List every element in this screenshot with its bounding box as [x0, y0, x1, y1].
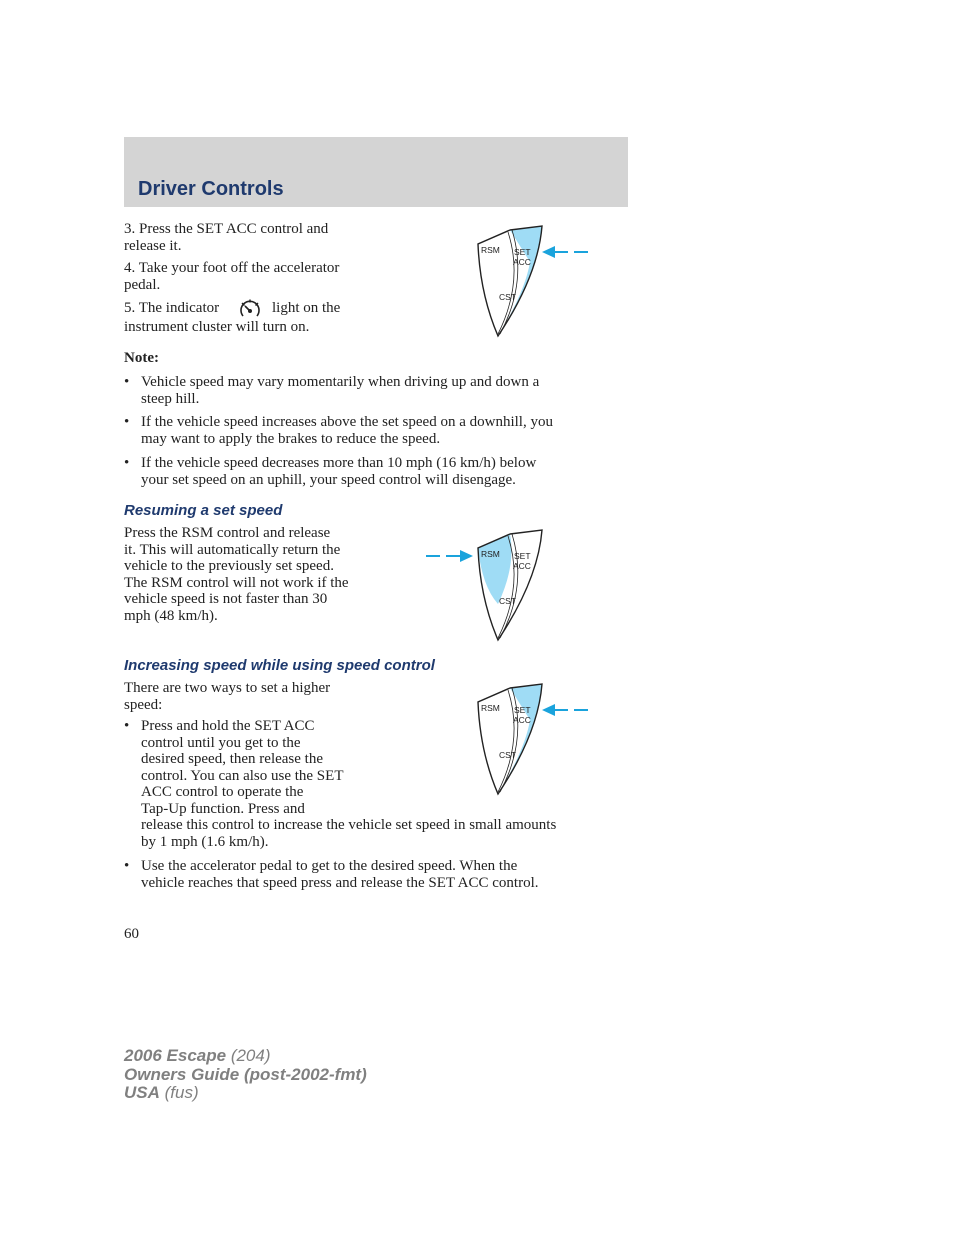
- increase-intro: [124, 680, 330, 713]
- bullet-icon: •: [124, 414, 130, 430]
- note-bullet-1-line-1: Vehicle speed may vary momentarily when driving up and down a: [141, 374, 540, 390]
- resume-line: vehicle to the previously set speed.: [124, 558, 334, 574]
- rsm-label: RSM: [481, 245, 500, 255]
- page-number: 60: [124, 926, 139, 942]
- step-4-line-1: 4. Take your foot off the accelerator: [124, 260, 340, 276]
- increase-bullet-2-line: vehicle reaches that speed press and release the SET ACC control.: [141, 874, 539, 891]
- increase-bullet-2: [124, 858, 629, 892]
- step-3-line-1: 3. Press the SET ACC control and: [124, 221, 329, 237]
- increase-intro-line: There are two ways to set a higher: [124, 680, 331, 696]
- resume-line: mph (48 km/h).: [124, 607, 218, 624]
- increase-bullet-1-line: control until you get to the: [141, 734, 301, 751]
- arrow-icon: [426, 550, 473, 562]
- acc-label: ACC: [513, 715, 531, 725]
- cst-label: CST: [499, 596, 516, 606]
- resume-line: vehicle speed is not faster than 30: [124, 591, 328, 607]
- arrow-icon: [542, 704, 588, 716]
- footer-guide: Owners Guide (post-2002-fmt): [124, 1064, 367, 1084]
- step-5-line-1b: light on the: [272, 300, 341, 316]
- note-bullet-3-line-1: If the vehicle speed decreases more than 10 mph (16 km/h) below: [141, 455, 537, 471]
- cst-label: CST: [499, 750, 516, 760]
- note-bullet-2-line-1: If the vehicle speed increases above the set speed on a downhill, you: [141, 414, 553, 430]
- resume-heading: Resuming a set speed: [124, 502, 283, 519]
- bullet-icon: •: [124, 455, 130, 471]
- bullet-icon: •: [124, 718, 130, 734]
- arrow-icon: [542, 246, 588, 258]
- increase-heading: Increasing speed while using speed control: [124, 657, 435, 674]
- increase-bullet-1-line: control. You can also use the SET: [141, 767, 344, 784]
- speed-control-diagram-rsm: [420, 526, 550, 642]
- footer-market: USA: [124, 1083, 160, 1102]
- note-label: Note:: [124, 350, 159, 366]
- set-label: SET: [514, 551, 531, 561]
- bullet-icon: •: [124, 374, 130, 390]
- note-bullet-2-line-2: may want to apply the brakes to reduce the speed.: [141, 430, 441, 447]
- footer-imprint: [124, 1047, 367, 1103]
- step-3-line-2: release it.: [124, 237, 182, 254]
- resume-line: Press the RSM control and release: [124, 525, 331, 541]
- resume-paragraph: [124, 525, 349, 624]
- rsm-label: RSM: [481, 703, 500, 713]
- note-bullet-3: [124, 455, 624, 489]
- step-5-line-2: instrument cluster will turn on.: [124, 319, 310, 335]
- bullet-icon: •: [124, 858, 130, 874]
- speed-control-diagram-set-acc: [470, 222, 600, 338]
- resume-line: The RSM control will not work if the: [124, 574, 349, 591]
- increase-bullet-1-line: ACC control to operate the: [141, 784, 304, 800]
- section-title: Driver Controls: [138, 178, 284, 200]
- footer-model-code: (204): [226, 1046, 271, 1065]
- set-label: SET: [514, 247, 531, 257]
- footer-model: 2006 Escape: [124, 1046, 227, 1065]
- increase-bullet-1-line: by 1 mph (1.6 km/h).: [141, 833, 269, 850]
- step-4: [124, 260, 339, 293]
- header-bar: [124, 137, 628, 207]
- increase-bullet-1-line: desired speed, then release the: [141, 751, 323, 767]
- increase-bullet-1-line: Press and hold the SET ACC: [141, 718, 315, 734]
- speed-control-indicator-icon: [238, 298, 262, 320]
- note-bullet-2: [124, 414, 624, 448]
- cst-label: CST: [499, 292, 516, 302]
- step-4-line-2: pedal.: [124, 276, 161, 293]
- note-bullet-1: [124, 374, 624, 408]
- resume-line: it. This will automatically return the: [124, 541, 341, 558]
- set-label: SET: [514, 705, 531, 715]
- step-3: [124, 221, 328, 254]
- acc-label: ACC: [513, 561, 531, 571]
- increase-bullet-1-line: Tap-Up function. Press and: [141, 800, 305, 817]
- increase-bullet-1-line: release this control to increase the vehicle set speed in small amounts: [141, 817, 557, 833]
- footer-market-code: (fus): [159, 1083, 199, 1102]
- step-5-line-1a: 5. The indicator: [124, 300, 220, 316]
- acc-label: ACC: [513, 257, 531, 267]
- increase-intro-line: speed:: [124, 696, 163, 713]
- note-bullet-1-line-2: steep hill.: [141, 390, 200, 407]
- increase-bullet-2-line: Use the accelerator pedal to get to the desired speed. When the: [141, 858, 518, 874]
- speed-control-diagram-set-acc-2: [470, 680, 600, 796]
- note-bullet-3-line-2: your set speed on an uphill, your speed control will disengage.: [141, 471, 516, 488]
- rsm-label: RSM: [481, 549, 500, 559]
